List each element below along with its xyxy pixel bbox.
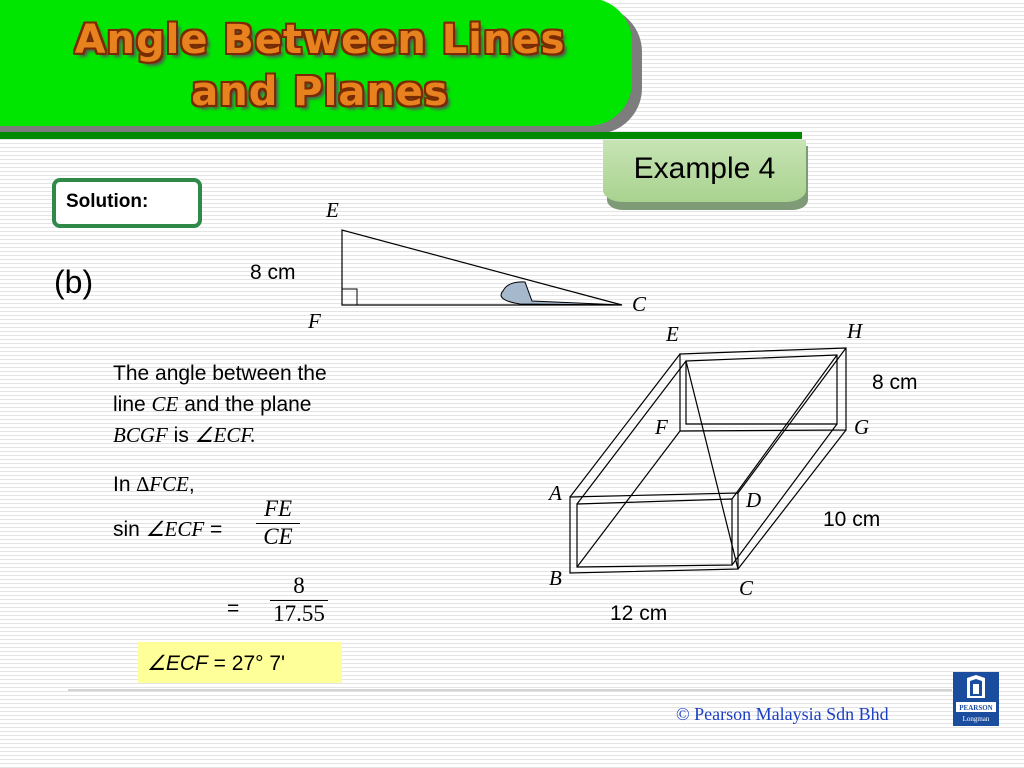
cuboid-vertex-c: C	[739, 576, 754, 600]
cuboid-width-label: 12 cm	[610, 602, 668, 625]
cuboid-vertex-f: F	[655, 415, 668, 439]
sin-prefix: sin	[113, 518, 146, 541]
triangle-efc	[342, 230, 622, 305]
fraction-1-denominator: CE	[256, 523, 300, 550]
line-ce-label: CE	[151, 392, 179, 416]
cuboid-vertex-b: B	[549, 566, 562, 590]
cuboid-vertex-d: D	[746, 488, 762, 512]
face-abcd-inner	[577, 499, 732, 567]
example-label: Example 4	[633, 152, 776, 185]
cuboid-vertex-e: E	[666, 322, 679, 346]
edge-f-b	[577, 431, 680, 567]
triangle-vertex-f: F	[308, 309, 321, 333]
in-triangle-line	[113, 469, 195, 500]
pearson-logo	[953, 672, 999, 726]
title-line-1: Angle Between Lines	[74, 17, 566, 63]
cuboid-vertex-a: A	[549, 481, 562, 505]
in-prefix: In	[113, 473, 137, 496]
logo-subtext: Longman	[962, 715, 990, 723]
cuboid-edges	[570, 348, 846, 573]
logo-text: PEARSON	[959, 704, 993, 712]
solution-label: Solution:	[66, 191, 149, 212]
fraction-2-numerator: 8	[293, 573, 305, 598]
cuboid-vertex-h: H	[847, 319, 863, 343]
line-ce	[686, 361, 738, 569]
explanation-line-2-prefix: line	[113, 393, 152, 416]
angle-ecf-shading	[501, 282, 622, 305]
cuboid-height-label: 8 cm	[872, 371, 918, 394]
fraction-8-1755	[270, 573, 328, 627]
title-divider	[0, 132, 802, 139]
cuboid-diagram	[540, 310, 950, 610]
footer-divider	[68, 689, 952, 691]
copyright-text: © Pearson Malaysia Sdn Bhd	[676, 704, 889, 724]
edge-h-d	[738, 348, 846, 493]
part-label: (b)	[54, 264, 94, 300]
triangle-side-label: 8 cm	[250, 261, 296, 284]
in-comma: ,	[188, 473, 195, 496]
face-abcd	[570, 493, 738, 573]
plane-bcgf-label: BCGF	[113, 423, 168, 447]
cuboid-depth-label: 10 cm	[823, 508, 881, 531]
edge-h-d-inner	[732, 355, 837, 499]
explanation-line-3-is: is	[167, 424, 195, 447]
result-value: = 27° 7'	[207, 652, 286, 675]
cuboid-vertex-g: G	[854, 415, 870, 439]
right-angle-marker	[342, 289, 357, 305]
triangle-vertex-e: E	[326, 198, 339, 222]
sin-angle-label: ∠ECF	[145, 517, 205, 541]
triangle-vertex-c: C	[632, 292, 647, 316]
result-text	[147, 648, 285, 679]
explanation-line-1: The angle between the	[113, 362, 327, 385]
title-line-2: and Planes	[191, 69, 449, 115]
fraction-1-numerator: FE	[263, 496, 293, 521]
angle-ecf-label: ∠ECF.	[194, 423, 256, 447]
triangle-fce-label: ∆FCE	[136, 472, 189, 496]
second-equals: =	[227, 597, 240, 620]
explanation-line-2	[113, 389, 327, 420]
result-angle: ∠ECF	[147, 652, 208, 675]
explanation-text	[113, 358, 327, 451]
fraction-2-denominator: 17.55	[270, 600, 328, 627]
page-title	[20, 14, 620, 118]
pearson-logo-icon	[953, 672, 999, 726]
sin-equals: =	[210, 518, 223, 541]
sin-line	[113, 514, 222, 545]
explanation-line-2-suffix: and the plane	[178, 393, 312, 416]
explanation-line-3	[113, 420, 327, 451]
edge-e-a-inner	[577, 361, 686, 504]
fraction-fe-ce	[256, 496, 300, 550]
